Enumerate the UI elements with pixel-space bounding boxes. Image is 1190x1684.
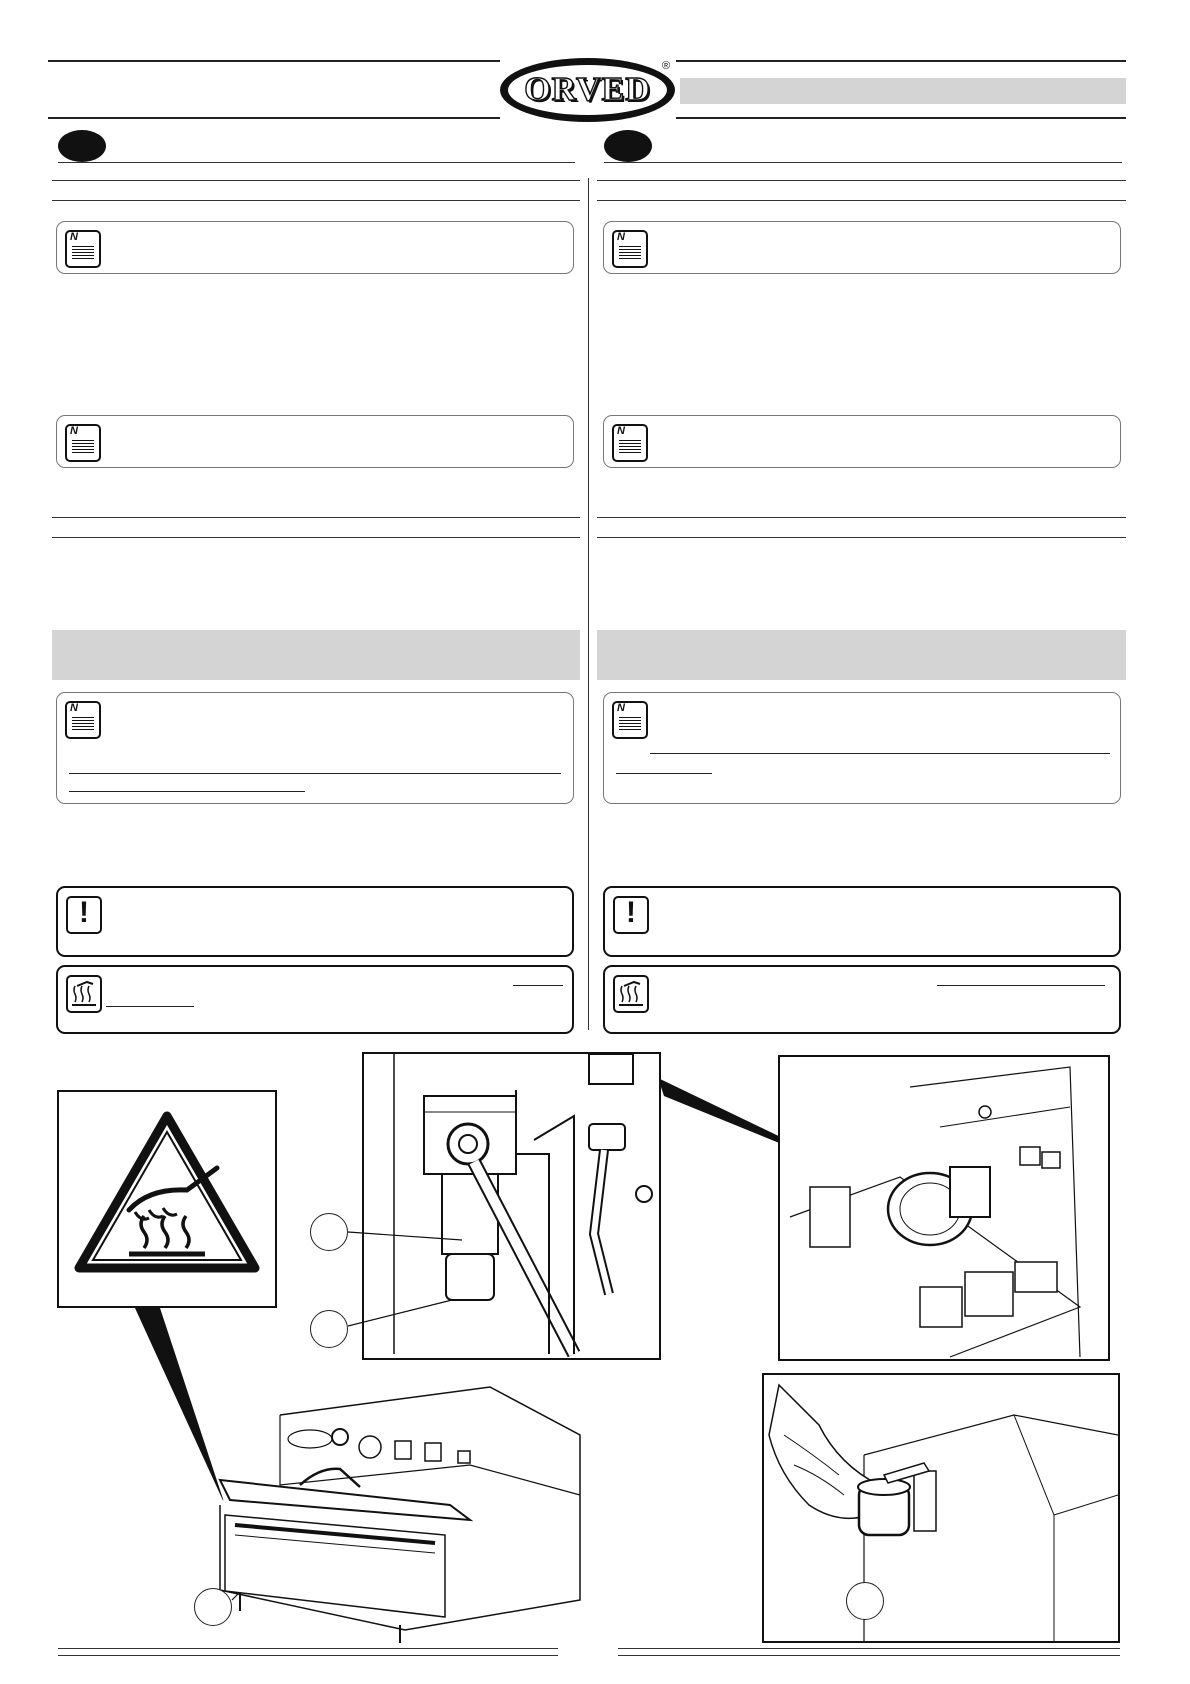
underline-mark [69,791,305,792]
hot-surface-icon [66,975,102,1013]
callout-circle [310,1213,348,1251]
header-gray-band [680,78,1126,104]
callout-circle [194,1588,232,1626]
callout-circle [310,1310,348,1348]
right-note-box-3 [603,692,1121,804]
left-note-box-2 [56,415,574,468]
note-icon [612,424,648,462]
note-icon [65,230,101,268]
header-rule-left-top [48,60,500,62]
left-section-heading-bar [52,630,580,680]
right-section-rule-3 [597,517,1126,518]
left-warning-box [56,886,574,957]
brand-logo-text: ORVED [524,71,651,108]
underline-mark [106,1006,194,1007]
hot-surface-icon [613,975,649,1013]
language-flag-right [604,130,652,162]
left-section-rule-1 [52,180,580,181]
underline-mark [69,773,561,774]
lang-rule-left [58,162,575,163]
right-section-heading-bar [597,630,1126,680]
language-flag-left [58,130,106,162]
note-icon [65,424,101,462]
right-hot-surface-box [603,965,1121,1034]
underline-mark [616,773,712,774]
right-note-box-2 [603,415,1121,468]
header-rule-right-bottom [676,117,1126,119]
internal-view-image [778,1055,1110,1361]
header-rule-left-bottom [48,117,500,119]
hot-surface-sign-image [57,1090,277,1308]
right-section-rule-1 [597,180,1126,181]
registered-mark: ® [662,60,671,72]
right-note-box-1 [603,221,1121,274]
left-section-rule-4 [52,537,580,538]
footer-rule-right-2 [618,1655,1120,1656]
footer-rule-left-2 [58,1655,558,1656]
exclamation-warning-icon [613,896,649,934]
filter-closeup-image [362,1052,661,1360]
right-section-rule-2 [597,200,1126,201]
note-icon [65,701,101,739]
underline-mark [650,753,1110,754]
footer-rule-left-1 [58,1648,558,1649]
underline-mark [937,985,1105,986]
note-icon [612,701,648,739]
left-hot-surface-box [56,965,574,1034]
column-divider [588,178,589,1030]
brand-logo-oval [508,65,667,115]
left-note-box-1 [56,221,574,274]
callout-circle [846,1582,884,1620]
underline-mark [513,985,563,986]
exclamation-warning-icon [66,896,102,934]
right-section-rule-4 [597,537,1126,538]
header-rule-right-top [676,60,1126,62]
right-warning-box [603,886,1121,957]
note-icon [612,230,648,268]
brand-logo [500,58,675,122]
left-section-rule-3 [52,517,580,518]
left-note-box-3 [56,692,574,804]
footer-rule-right-1 [618,1648,1120,1649]
left-section-rule-2 [52,200,580,201]
vacuum-sealer-machine-image [200,1385,590,1645]
hand-filter-image [762,1373,1120,1643]
lang-rule-right [604,162,1122,163]
